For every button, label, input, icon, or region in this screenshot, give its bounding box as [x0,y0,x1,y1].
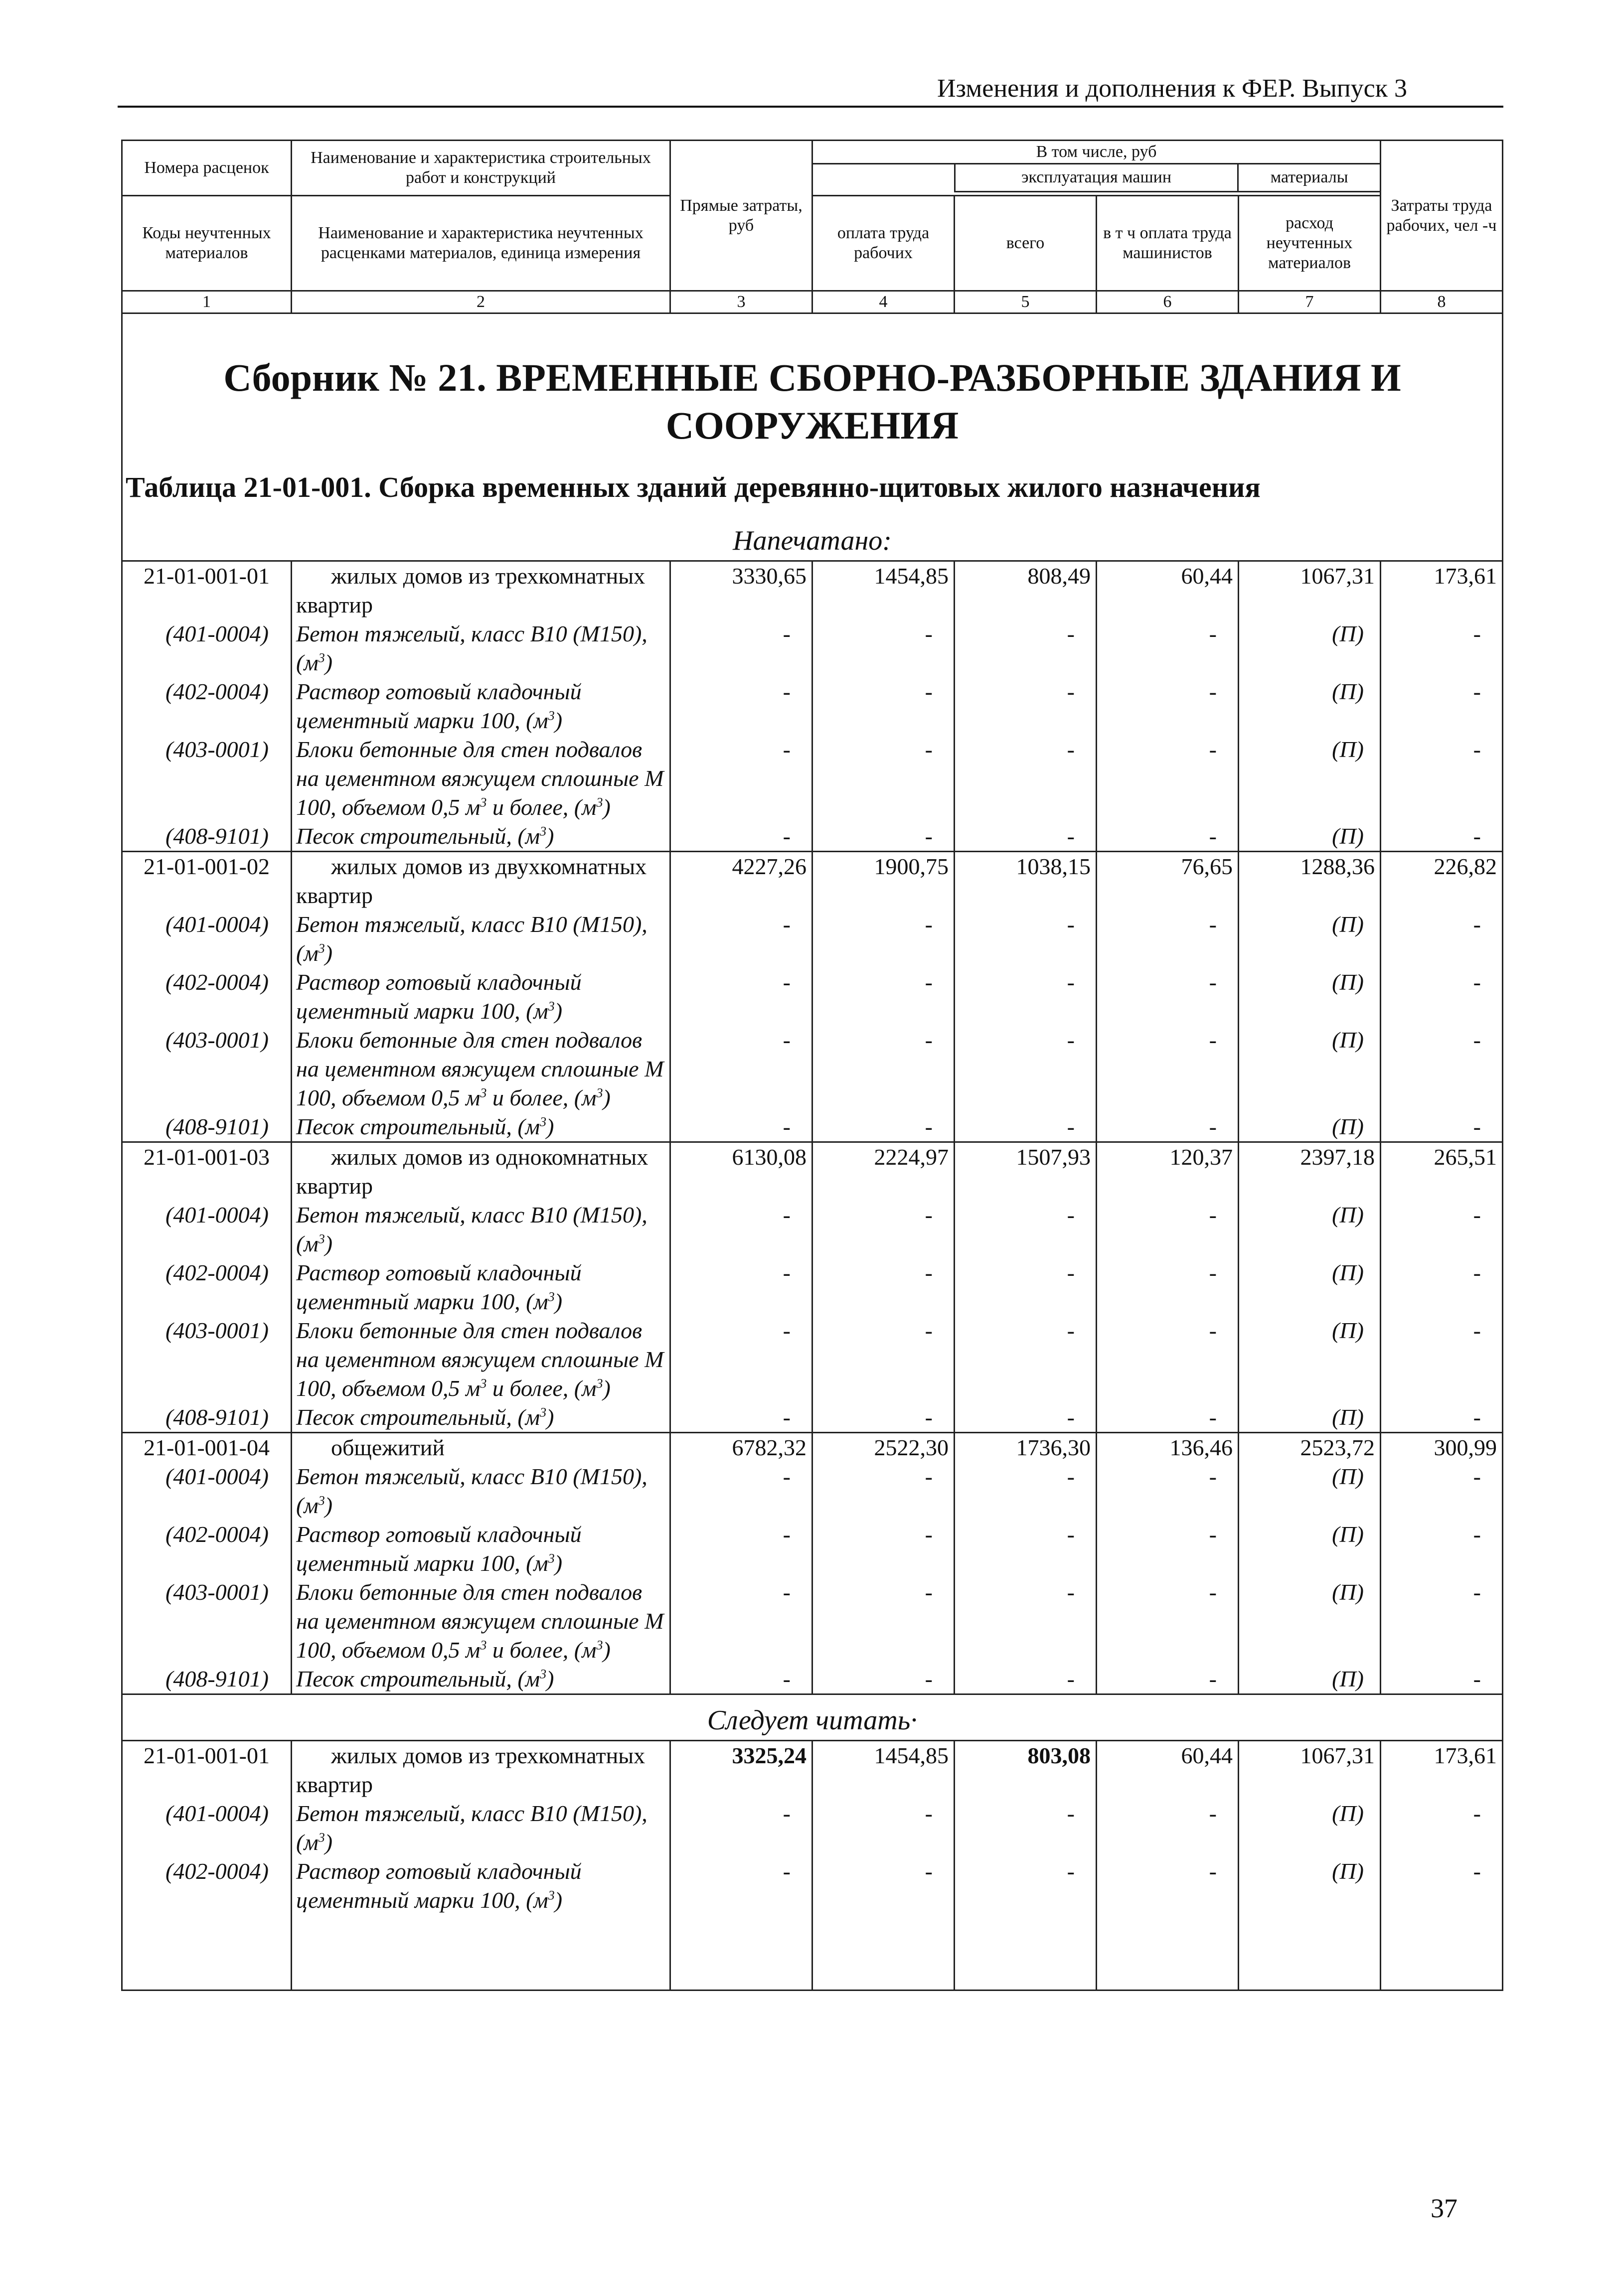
material-name: Песок строительный, $(м^3)$ [292,1112,670,1142]
material-code: (408-9101) [122,1665,292,1694]
material-code: (408-9101) [122,822,292,852]
dash: - [812,677,955,735]
dash: - [1381,1665,1503,1694]
rates-table [121,140,1503,1991]
dash: - [812,1665,955,1694]
material-code: (402-0004) [122,968,292,1026]
material-name: Песок строительный, $(м^3)$ [292,1665,670,1694]
machines-total: 1736,30 [955,1433,1097,1463]
dash: - [812,1578,955,1665]
p-mark: (П) [1239,1112,1381,1142]
rate-row [122,1741,1503,1800]
material-row [122,1665,1503,1694]
dash: - [812,822,955,852]
dash: - [1381,1258,1503,1316]
material-name: Раствор готовый кладочный цементный марки 100, $(м^3)$ [292,1857,670,1915]
labor-cost: 265,51 [1381,1142,1503,1201]
rate-name: жилых домов из трехкомнатных квартир [292,561,670,620]
dash: - [955,677,1097,735]
dash: - [670,1112,812,1142]
material-name: Раствор готовый кладочный цементный марки 100, $(м^3)$ [292,968,670,1026]
material-code: (401-0004) [122,1201,292,1258]
material-name: Раствор готовый кладочный цементный марки 100, $(м^3)$ [292,1258,670,1316]
dash: - [1381,735,1503,822]
material-code: (408-9101) [122,1403,292,1433]
dash: - [955,619,1097,677]
p-mark: (П) [1239,1201,1381,1258]
material-name: Блоки бетонные для стен подвалов на цементном вяжущем сплошные М 100, объемом 0,5 $м^3$ и более, $(м^3)$ [292,735,670,822]
direct-cost: 3325,24 [670,1741,812,1800]
material-row [122,1026,1503,1112]
dash: - [1097,968,1239,1026]
dash: - [1097,1578,1239,1665]
material-name: Бетон тяжелый, класс В10 (М150), $(м^3)$ [292,910,670,968]
dash: - [955,1316,1097,1403]
material-code: (402-0004) [122,677,292,735]
material-name: Бетон тяжелый, класс В10 (М150), $(м^3)$ [292,619,670,677]
header-materials-sub: расход неучтенных материалов [1239,196,1381,291]
dash: - [670,1316,812,1403]
material-row [122,1403,1503,1433]
col-num: 8 [1381,291,1503,313]
machines-total: 808,49 [955,561,1097,620]
materials-cost: 1288,36 [1239,852,1381,911]
dash: - [812,1520,955,1578]
dash: - [670,1462,812,1520]
labor-pay: 1454,85 [812,561,955,620]
dash: - [955,1578,1097,1665]
dash: - [812,619,955,677]
material-row [122,1112,1503,1142]
material-row [122,968,1503,1026]
dash: - [1097,1857,1239,1915]
dash: - [812,1112,955,1142]
dash: - [812,1201,955,1258]
direct-cost: 6782,32 [670,1433,812,1463]
rate-name: общежитий [292,1433,670,1463]
dash: - [1097,1799,1239,1857]
direct-cost: 6130,08 [670,1142,812,1201]
dash: - [1097,1112,1239,1142]
dash: - [1381,1316,1503,1403]
p-mark: (П) [1239,910,1381,968]
labor-pay: 2224,97 [812,1142,955,1201]
material-row [122,1201,1503,1258]
material-name: Песок строительный, $(м^3)$ [292,1403,670,1433]
material-name: Блоки бетонные для стен подвалов на цементном вяжущем сплошные М 100, объемом 0,5 $м^3$ и более, $(м^3)$ [292,1026,670,1112]
dash: - [670,1799,812,1857]
machines-labor: 60,44 [1097,561,1239,620]
machines-total: 1507,93 [955,1142,1097,1201]
dash: - [955,735,1097,822]
header-name-bottom: Наименование и характеристика неучтенных расценками материалов, единица измерения [292,196,670,291]
dash: - [1381,1462,1503,1520]
p-mark: (П) [1239,1799,1381,1857]
materials-cost: 1067,31 [1239,1741,1381,1800]
machines-total: 1038,15 [955,852,1097,911]
p-mark: (П) [1239,619,1381,677]
running-header: Изменения и дополнения к ФЕР. Выпуск 3 [937,74,1408,103]
dash: - [670,968,812,1026]
p-mark: (П) [1239,1403,1381,1433]
dash: - [1381,822,1503,852]
labor-cost: 226,82 [1381,852,1503,911]
rate-row [122,1433,1503,1463]
dash: - [955,1201,1097,1258]
material-name: Блоки бетонные для стен подвалов на цементном вяжущем сплошные М 100, объемом 0,5 $м^3$ и более, $(м^3)$ [292,1578,670,1665]
col-num: 2 [292,291,670,313]
material-code: (401-0004) [122,910,292,968]
materials-cost: 2397,18 [1239,1142,1381,1201]
header-row-1 [122,141,1503,196]
dash: - [812,1258,955,1316]
dash: - [1097,1258,1239,1316]
machines-total: 803,08 [955,1741,1097,1800]
p-mark: (П) [1239,1316,1381,1403]
rate-code: 21-01-001-01 [122,1741,292,1800]
header-name-top: Наименование и характеристика строительных работ и конструкций [292,141,670,196]
collection-title: Сборник № 21. ВРЕМЕННЫЕ СБОРНО-РАЗБОРНЫЕ ЗДАНИЯ И СООРУЖЕНИЯ [122,313,1503,470]
p-mark: (П) [1239,1665,1381,1694]
p-mark: (П) [1239,822,1381,852]
col-num: 7 [1239,291,1381,313]
dash: - [1381,1026,1503,1112]
rate-code: 21-01-001-02 [122,852,292,911]
header-machines-total: всего [955,196,1097,291]
p-mark: (П) [1239,735,1381,822]
header-materials: материалы [1239,164,1380,192]
materials-cost: 1067,31 [1239,561,1381,620]
machines-labor: 60,44 [1097,1741,1239,1800]
rate-name: жилых домов из трехкомнатных квартир [292,1741,670,1800]
dash: - [812,1403,955,1433]
dash: - [955,1665,1097,1694]
p-mark: (П) [1239,968,1381,1026]
material-row [122,619,1503,677]
material-code: (401-0004) [122,619,292,677]
dash: - [1381,1520,1503,1578]
header-codes-bottom: Коды неучтенных материалов [122,196,292,291]
material-row [122,1316,1503,1403]
dash: - [1097,677,1239,735]
dash: - [1381,1112,1503,1142]
material-row [122,1857,1503,1915]
p-mark: (П) [1239,1578,1381,1665]
col-num: 3 [670,291,812,313]
dash: - [955,1462,1097,1520]
dash: - [670,1665,812,1694]
machines-labor: 136,46 [1097,1433,1239,1463]
dash: - [1381,619,1503,677]
material-name: Бетон тяжелый, класс В10 (М150), $(м^3)$ [292,1799,670,1857]
material-row [122,677,1503,735]
dash: - [670,1026,812,1112]
blank-row [122,1915,1503,1990]
material-name: Блоки бетонные для стен подвалов на цементном вяжущем сплошные М 100, объемом 0,5 $м^3$ и более, $(м^3)$ [292,1316,670,1403]
col-num: 5 [955,291,1097,313]
dash: - [1097,1520,1239,1578]
page-number: 37 [1431,2193,1457,2223]
p-mark: (П) [1239,1520,1381,1578]
dash: - [955,910,1097,968]
materials-cost: 2523,72 [1239,1433,1381,1463]
dash: - [955,822,1097,852]
dash: - [955,1403,1097,1433]
dash: - [670,619,812,677]
dash: - [1097,910,1239,968]
dash: - [1381,968,1503,1026]
dash: - [670,677,812,735]
rate-row [122,852,1503,911]
dash: - [955,1799,1097,1857]
rate-name: жилых домов из двухкомнатных квартир [292,852,670,911]
rate-code: 21-01-001-01 [122,561,292,620]
dash: - [812,968,955,1026]
material-row [122,1520,1503,1578]
dash: - [955,1857,1097,1915]
dash: - [955,1258,1097,1316]
material-name: Песок строительный, $(м^3)$ [292,822,670,852]
labor-cost: 173,61 [1381,1741,1503,1800]
dash: - [1097,1403,1239,1433]
header-including-group [812,141,1381,196]
material-code: (401-0004) [122,1462,292,1520]
dash: - [1381,1403,1503,1433]
material-code: (408-9101) [122,1112,292,1142]
col-num: 6 [1097,291,1239,313]
header-direct: Прямые затраты, руб [670,141,812,291]
dash: - [1381,1799,1503,1857]
dash: - [670,1258,812,1316]
material-code: (403-0001) [122,1316,292,1403]
p-mark: (П) [1239,1258,1381,1316]
machines-labor: 120,37 [1097,1142,1239,1201]
dash: - [955,968,1097,1026]
dash: - [812,1462,955,1520]
dash: - [1381,677,1503,735]
table-title: Таблица 21-01-001. Сборка временных зданий деревянно-щитовых жилого назначения [122,469,1503,515]
col-num: 1 [122,291,292,313]
dash: - [1097,1026,1239,1112]
rate-row [122,1142,1503,1201]
dash: - [670,1857,812,1915]
material-name: Раствор готовый кладочный цементный марки 100, $(м^3)$ [292,677,670,735]
material-row [122,1462,1503,1520]
header-machines-labor: в т ч оплата труда машинистов [1097,196,1239,291]
dash: - [812,735,955,822]
material-name: Раствор готовый кладочный цементный марки 100, $(м^3)$ [292,1520,670,1578]
header-labor-cost: Затраты труда рабочих, чел -ч [1381,141,1503,291]
dash: - [1381,910,1503,968]
material-code: (403-0001) [122,1578,292,1665]
dash: - [1381,1578,1503,1665]
header-labor-pay: оплата труда рабочих [812,196,955,291]
dash: - [670,910,812,968]
dash: - [1097,1316,1239,1403]
header-including: В том числе, руб [813,141,1380,164]
labor-cost: 173,61 [1381,561,1503,620]
dash: - [670,1403,812,1433]
dash: - [955,1112,1097,1142]
dash: - [1097,735,1239,822]
dash: - [670,735,812,822]
dash: - [670,822,812,852]
rate-name: жилых домов из однокомнатных квартир [292,1142,670,1201]
dash: - [955,1520,1097,1578]
dash: - [1097,1201,1239,1258]
header-codes-top: Номера расценок [122,141,292,196]
material-name: Бетон тяжелый, класс В10 (М150), $(м^3)$ [292,1462,670,1520]
p-mark: (П) [1239,1462,1381,1520]
dash: - [812,910,955,968]
should-read-label: Следует читать· [122,1694,1503,1741]
material-code: (401-0004) [122,1799,292,1857]
labor-cost: 300,99 [1381,1433,1503,1463]
labor-pay: 1900,75 [812,852,955,911]
material-row [122,1258,1503,1316]
labor-pay: 1454,85 [812,1741,955,1800]
dash: - [812,1799,955,1857]
direct-cost: 4227,26 [670,852,812,911]
p-mark: (П) [1239,677,1381,735]
rate-code: 21-01-001-04 [122,1433,292,1463]
rate-code: 21-01-001-03 [122,1142,292,1201]
header-machines: эксплуатация машин [956,164,1239,192]
material-row [122,1799,1503,1857]
dash: - [1381,1201,1503,1258]
dash: - [1097,822,1239,852]
material-code: (402-0004) [122,1520,292,1578]
header-rule [118,106,1503,108]
labor-pay: 2522,30 [812,1433,955,1463]
dash: - [670,1578,812,1665]
p-mark: (П) [1239,1857,1381,1915]
dash: - [1097,619,1239,677]
material-row [122,910,1503,968]
material-code: (403-0001) [122,735,292,822]
dash: - [812,1026,955,1112]
material-row [122,822,1503,852]
material-code: (402-0004) [122,1857,292,1915]
material-name: Бетон тяжелый, класс В10 (М150), $(м^3)$ [292,1201,670,1258]
col-num: 4 [812,291,955,313]
dash: - [812,1857,955,1915]
material-code: (402-0004) [122,1258,292,1316]
dash: - [1381,1857,1503,1915]
material-row [122,735,1503,822]
machines-labor: 76,65 [1097,852,1239,911]
dash: - [670,1201,812,1258]
dash: - [1097,1665,1239,1694]
material-row [122,1578,1503,1665]
rate-row [122,561,1503,620]
dash: - [955,1026,1097,1112]
direct-cost: 3330,65 [670,561,812,620]
dash: - [1097,1462,1239,1520]
dash: - [812,1316,955,1403]
material-code: (403-0001) [122,1026,292,1112]
printed-label: Напечатано: [122,515,1503,561]
column-numbers-row [122,291,1503,313]
p-mark: (П) [1239,1026,1381,1112]
dash: - [670,1520,812,1578]
